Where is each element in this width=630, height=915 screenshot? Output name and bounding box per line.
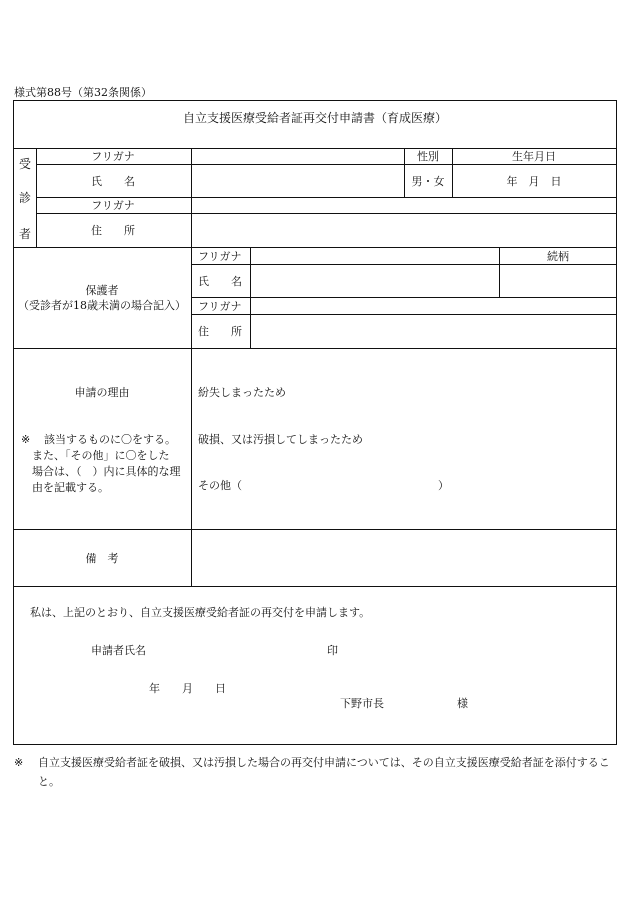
guardian-sublabel: （受診者が18歳未満の場合記入） xyxy=(18,299,186,312)
reason-note-mark: ※ xyxy=(21,433,31,446)
guardian-furigana-label: フリガナ xyxy=(198,250,242,263)
birthdate-value: 年 月 日 xyxy=(506,175,562,188)
patient-side-label-1: 受 xyxy=(18,157,32,171)
rule-patient-name xyxy=(36,197,617,198)
patient-furigana-label-2: フリガナ xyxy=(91,199,135,212)
reason-note-line-1: 該当するものに〇をする。 xyxy=(44,433,176,446)
rule-guardian-furigana2 xyxy=(191,314,617,315)
rule-gender-left xyxy=(404,148,405,197)
rule-patient-bottom xyxy=(13,247,617,248)
patient-furigana-label: フリガナ xyxy=(91,150,135,163)
footnote-text: 自立支援医療受給者証を破損、又は汚損した場合の再交付申請については、その自立支援医療受給者証を添付すること。 xyxy=(38,756,610,788)
guardian-name-label: 氏 名 xyxy=(198,275,242,288)
reason-note-line-2: また、「その他」に〇をした xyxy=(32,449,170,462)
gender-value: 男・女 xyxy=(411,175,445,188)
rule-guardian-name xyxy=(191,297,617,298)
seal-mark: 印 xyxy=(327,644,338,657)
footnote xyxy=(14,753,620,791)
reason-note-line-3: 場合は、（ ）内に具体的な理 xyxy=(32,465,181,478)
rule-relation xyxy=(499,247,500,297)
patient-side-label-2: 診 xyxy=(18,191,32,205)
gender-header: 性別 xyxy=(417,150,439,163)
form-number: 様式第88号（第32条関係） xyxy=(14,86,152,99)
rule-guardian-furigana xyxy=(191,264,617,265)
reason-option-lost: 紛失しまったため xyxy=(198,386,286,399)
rule-reason-bottom xyxy=(13,529,617,530)
patient-name-label: 氏 名 xyxy=(91,175,135,188)
reason-option-damaged: 破損、又は汚損してしまったため xyxy=(198,433,363,446)
remarks-label: 備 考 xyxy=(85,552,119,565)
guardian-furigana-label-2: フリガナ xyxy=(198,300,242,313)
rule-label-column xyxy=(191,148,192,586)
guardian-label: 保護者 xyxy=(85,284,119,297)
reason-note-line-4: 由を記載する。 xyxy=(32,481,109,494)
form-title: 自立支援医療受給者証再交付申請書（育成医療） xyxy=(182,111,448,125)
footnote-mark: ※ xyxy=(14,756,24,769)
patient-side-label-3: 者 xyxy=(18,227,32,241)
reason-option-other-close: ） xyxy=(438,479,449,492)
rule-remarks-bottom xyxy=(13,586,617,587)
patient-address-label: 住 所 xyxy=(91,224,135,237)
rule-patient-furigana2 xyxy=(36,213,617,214)
mayor-honorific: 様 xyxy=(457,697,468,710)
declaration-text: 私は、上記のとおり、自立支援医療受給者証の再交付を申請します。 xyxy=(30,606,371,619)
rule-guardian-sub xyxy=(250,247,251,348)
rule-guardian-bottom xyxy=(13,348,617,349)
rule-gender-right xyxy=(452,148,453,197)
reason-label: 申請の理由 xyxy=(74,386,130,399)
rule-title-bottom xyxy=(13,148,617,149)
applicant-name-label: 申請者氏名 xyxy=(91,644,146,657)
reason-option-other: その他（ xyxy=(198,479,242,492)
rule-patient-furigana xyxy=(36,164,617,165)
application-date: 年 月 日 xyxy=(149,682,226,695)
guardian-address-label: 住 所 xyxy=(198,325,242,338)
relation-header: 続柄 xyxy=(547,250,569,263)
rule-side-label xyxy=(36,148,37,247)
birthdate-header: 生年月日 xyxy=(512,150,556,163)
mayor-title: 下野市長 xyxy=(340,697,384,710)
